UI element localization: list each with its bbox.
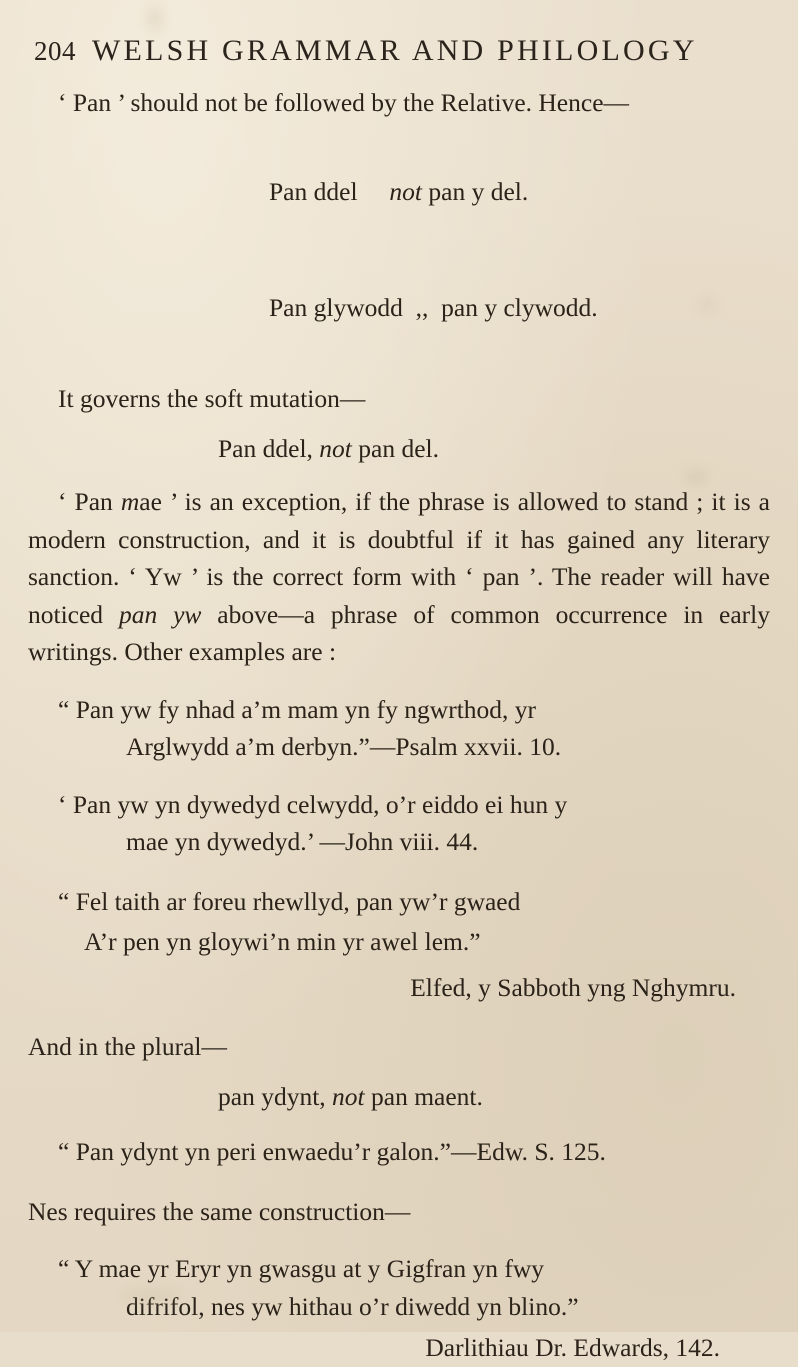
attribution-elfed: Elfed, y Sabboth yng Nghymru. [410,972,736,1002]
example-block-two [28,430,770,467]
example-block-one [28,135,770,364]
quotation-eryr [28,1250,770,1325]
example-welsh: Pan glywodd [269,293,403,323]
example-not: not [319,433,352,463]
page-number: 204 [34,36,76,66]
verse-line: A’r pen yn gloywi’n min yr awel lem.” [84,927,481,957]
text-fragment: above—a phrase of common occurrence in early writings. Other examples are : [28,599,771,667]
paragraph-pan-relative: ‘ Pan ’ should not be followed by the Relative. Hence— [58,88,630,117]
example-block-three [28,1078,770,1115]
example-line [218,252,770,364]
attribution-darlithiau: Darlithiau Dr. Edwards, 142. [425,1333,720,1363]
paragraph-nes: Nes requires the same construction— [28,1196,411,1226]
quote-line: “ Pan yw fy nhad a’m mam yn fy ngwrthod, yr [58,694,537,724]
quote-line: “ Y mae yr Eryr yn gwasgu at y Gigfran yn fwy [58,1254,545,1284]
quote-line: ‘ Pan yw yn dywedyd celwydd, o’r eiddo ei hun y [58,789,568,819]
quotation-psalm [28,691,770,766]
italic-pan-yw: pan yw [118,599,202,629]
example-alt: pan y clywodd. [441,293,598,323]
example-welsh: Pan ddel, [218,433,313,463]
quote-line: difrifol, nes yw hithau o’r diwedd yn blino.” [126,1291,579,1321]
text-fragment: ae ’ is an exception, if the phrase is allowed to stand ; it is a modern construction, and it is doubtful if it has gained any literary sanction. ‘ Yw ’ is the correct form with ‘ pan ’. The reader will have noticed [28,487,771,629]
paragraph-pan-mae [28,483,770,670]
running-title: WELSH GRAMMAR AND PHILOLOGY [92,34,698,67]
page-header [28,0,770,68]
quotation-john [28,786,770,861]
example-not: not [389,176,422,206]
example-line [218,135,770,247]
example-welsh: Pan ddel [269,176,358,206]
quote-line: Arglwydd a’m derbyn.”—Psalm xxvii. 10. [126,732,562,762]
quote-line: mae yn dywedyd.’ —John viii. 44. [126,827,479,857]
paragraph-soft-mutation: It governs the soft mutation— [58,384,366,414]
example-not: not [332,1081,365,1111]
quotation-edw: “ Pan ydynt yn peri enwaedu’r galon.”—Edw. S. 125. [58,1137,606,1167]
example-ditto: ,, [415,293,429,323]
verse-line: “ Fel taith ar foreu rhewllyd, pan yw’r gwaed [58,886,521,916]
example-welsh: pan ydynt, [218,1081,326,1111]
example-alt: pan del. [358,433,439,463]
quotation-verse-elfed [28,883,770,961]
italic-m: m [120,487,140,517]
example-alt: pan maent. [371,1081,483,1111]
paragraph-plural: And in the plural— [28,1032,228,1062]
example-alt: pan y del. [428,176,529,206]
text-fragment: ‘ Pan [58,487,121,517]
page-body [28,84,770,1367]
